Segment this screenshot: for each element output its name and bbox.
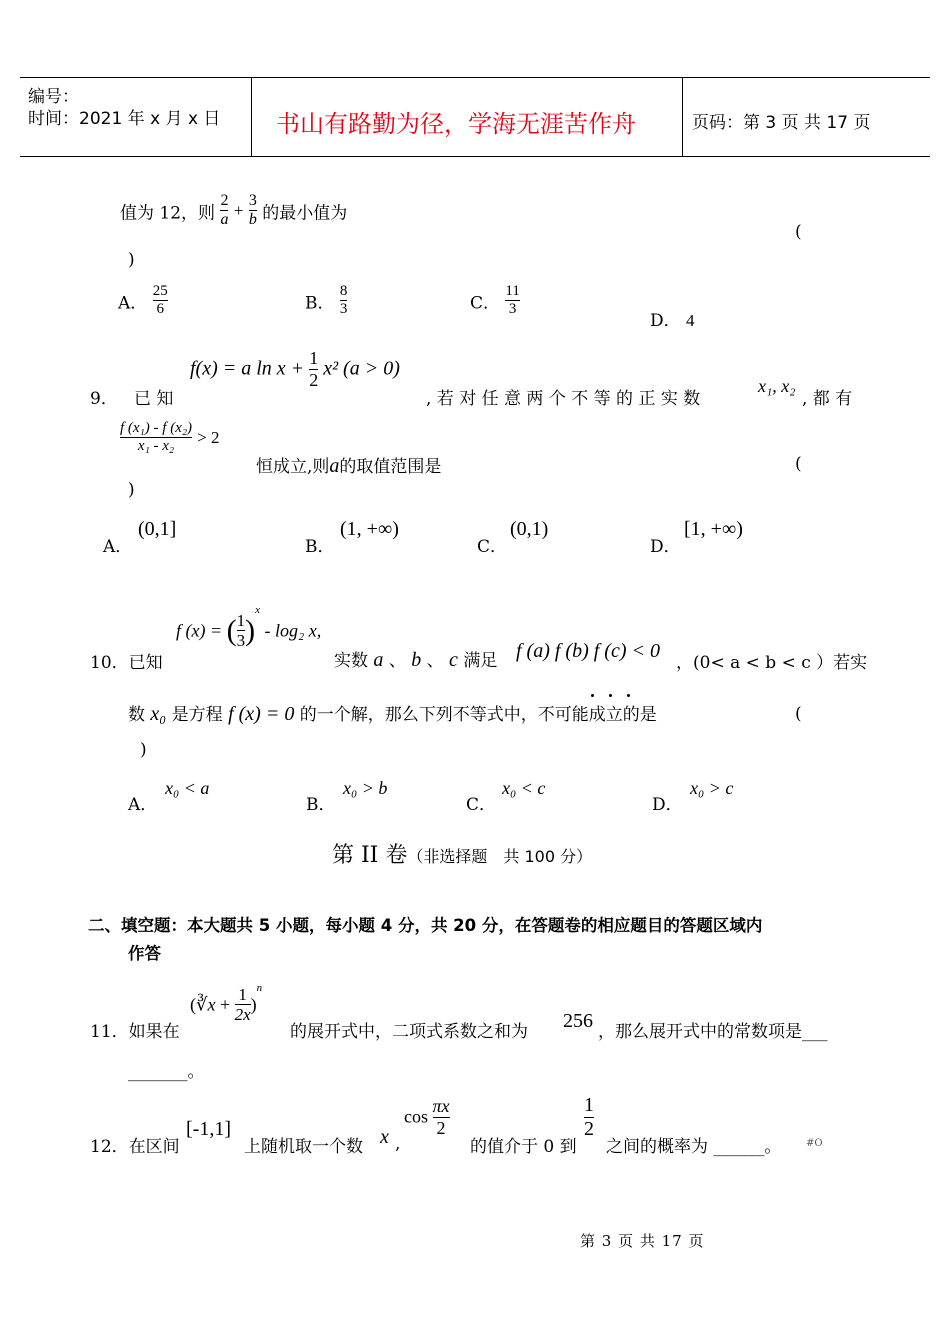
page-footer: 第 3 页 共 17 页 [580,1232,705,1250]
q9-option-a-value: (0,1] [138,518,177,540]
q10-option-a-letter: A． [128,795,158,815]
q10-b: b [411,649,422,671]
header-date: 时间：2021 年 x 月 x 日 [28,109,221,129]
q9-text3: 恒成立,则 [256,457,330,477]
q10-c: c [449,649,458,671]
q11-line2: _______。 [128,1062,205,1082]
q11-value: 256 [563,1010,593,1032]
q12-cos-den: 2 [436,1117,446,1138]
section2-subtitle: （非选择题 共 100 分） [407,847,593,866]
q12-text1: 上随机取一个数 [244,1137,363,1157]
q10-paren-open: ( [795,704,802,724]
q10-line2-prefix: 数 [128,705,145,725]
q8-option-b-letter: B． [305,293,335,314]
q11-paren-left: ( [190,994,196,1015]
q8-paren-close: ) [128,250,135,270]
q10-satisfy: 满足 [463,651,498,671]
header-motto: 书山有路勤为径，学海无涯苦作舟 [276,110,636,138]
q10-function [176,604,321,651]
q8-option-a-frac [153,283,168,319]
q10-option-c-value: x₀ < c [502,778,546,798]
q12-cos-num: πx [432,1096,450,1116]
q10-cond: f (a) f (b) f (c) < 0 [516,640,661,662]
q10-a: a [373,649,384,671]
q10-option-d-value: x₀ > c [690,778,734,798]
q9-func-suffix: x² (a > 0) [323,357,400,380]
q8-option-c-num: 11 [505,283,520,299]
q12-cos-frac [433,1096,450,1138]
q10-option-d-letter: D． [652,795,683,815]
section2-title: 第 II 卷 [332,843,408,868]
q10-emphasis-dot-3 [627,694,630,697]
q8-option-c [470,283,520,319]
q10-sep1: 、 [388,651,406,671]
q9-ineq-den: x₁ - x₂ [137,438,175,455]
q10-paren-left: ( [226,613,237,647]
q11-frac-den: 2x [234,1005,251,1025]
q9-option-c-value: (0,1) [510,518,549,540]
q11-text2: ，那么展开式中的常数项是___ [598,1022,828,1042]
q10-emphasis-dot-2 [609,694,612,697]
q8-option-b-num: 8 [339,283,348,299]
q11-plus: + [219,994,231,1015]
q9-var-a: a [329,455,340,477]
q12-text2: 的值介于 0 到 [470,1137,577,1157]
q12-comma: , [395,1134,401,1154]
q10-line2-suffix: 的一个解，那么下列不等式中，不可能成立的是 [299,705,657,725]
q9-text1: , 若 对 任 意 两 个 不 等 的 正 实 数 [426,389,701,409]
q8-option-b-den: 3 [339,301,348,318]
q10-func-suffix: - log₂ x, [264,620,322,641]
q10-exp: x [255,604,261,616]
q10-range: ，(0< a < b < c ）若实 [676,653,868,673]
q9-number: 9． [90,389,118,409]
q10-frac [237,611,246,651]
q10-frac-den: 3 [236,631,246,651]
q9-func-prefix: f(x) = a ln x + [190,357,305,380]
header-serial-label: 编号： [28,87,79,107]
q8-option-a [118,283,168,319]
q10-paren-right: ) [245,613,256,647]
q12-cos-expr [404,1096,450,1138]
section2-heading [332,838,592,869]
q9-ineq-rhs: > 2 [197,427,220,447]
q9-option-b-value: (1, +∞) [340,518,399,540]
q12-var: x [380,1126,389,1148]
q9-func-frac-den: 2 [309,369,319,390]
q9-paren-close: ) [128,480,135,500]
q8-option-b-frac [340,283,348,319]
q8-stem-suffix: 的最小值为 [262,203,348,224]
header-divider-1 [251,77,252,157]
q11-expression [190,982,262,1025]
part2-heading-line2: 作答 [128,944,161,963]
q12-half-num: 1 [584,1094,594,1116]
q9-inequality [120,420,220,456]
q8-plus: + [233,200,244,220]
q12-half-frac [584,1094,594,1141]
q10-number: 10．已知 [90,653,163,673]
q12-interval: [-1,1] [186,1118,231,1140]
q10-paren-close: ) [140,740,147,760]
q11-paren-right: ) [250,994,257,1015]
q10-eq: f (x) = 0 [228,703,295,725]
header-page-info: 页码：第 3 页 共 17 页 [692,113,871,133]
q8-option-a-letter: A． [118,293,148,314]
q9-option-d-letter: D． [650,537,681,557]
q12-cos: cos [404,1106,428,1127]
q10-option-c-letter: C． [466,795,497,815]
q8-frac2-num: 3 [248,192,257,209]
q9-ineq-num: f (x₁) - f (x₂) [120,420,193,436]
q8-option-c-frac [505,283,519,319]
q8-option-d-value: 4 [686,311,695,330]
q8-frac-1 [220,192,228,230]
q10-x0: x₀ [150,703,167,725]
q10-sep2: 、 [426,651,444,671]
q10-option-b-letter: B． [306,795,336,815]
q8-stem-prefix: 值为 12，则 [120,203,216,224]
q9-func-frac [309,348,318,390]
header-divider-2 [682,77,683,157]
q8-option-b [305,283,347,319]
q12-half-den: 2 [584,1118,594,1140]
q11-root: ∛x [196,994,216,1015]
q11-frac-num: 1 [238,984,247,1004]
q12-mark: #O [806,1138,823,1149]
q10-frac-num: 1 [236,610,246,630]
q9-known: 已 知 [134,389,174,409]
q12-text3: 之间的概率为 ______。 [606,1137,782,1157]
q10-emphasis-dot-1 [591,694,594,697]
q8-frac1-den: a [220,211,229,229]
q8-option-c-letter: C． [470,293,501,314]
q9-function [190,348,400,390]
q10-func-prefix: f (x) = [176,620,223,641]
q8-option-a-num: 25 [152,283,168,299]
q8-option-d-letter: D． [650,311,681,331]
part2-heading-line1: 二、填空题：本大题共 5 小题，每小题 4 分，共 20 分，在答题卷的相应题目的答题区域内 [88,916,763,935]
q8-paren-open: ( [795,222,802,242]
q12-number: 12．在区间 [90,1137,180,1157]
q11-text1: 的展开式中，二项式系数之和为 [290,1022,528,1042]
q8-frac-2 [249,192,257,230]
q8-frac2-den: b [248,211,257,229]
q8-stem [120,192,347,230]
q8-option-d [650,306,695,331]
q9-paren-open: ( [795,454,802,474]
q10-option-b-value: x₀ > b [343,778,388,798]
q10-line1 [334,646,497,672]
q9-option-c-letter: C． [477,537,508,557]
q8-option-c-den: 3 [508,301,517,318]
q9-vars: x₁, x₂ [758,376,796,396]
q10-line2-mid: 是方程 [171,705,223,725]
q11-exp: n [256,982,263,994]
q12-half [584,1094,594,1141]
q9-option-a-letter: A． [103,537,133,557]
q9-option-b-letter: B． [305,537,335,557]
q9-text4: 的取值范围是 [339,457,442,477]
q10-real-nums: 实数 [334,651,368,671]
q9-ineq-frac [120,420,192,456]
header-top-line [20,77,930,78]
q9-condition [256,452,441,478]
q11-frac [235,985,251,1025]
q8-frac1-num: 2 [220,192,229,209]
q9-option-d-value: [1, +∞) [684,518,743,540]
q10-line2 [128,700,657,726]
q10-option-a-value: x₀ < a [165,778,210,798]
q11-number: 11．如果在 [90,1022,180,1042]
q8-option-a-den: 6 [156,301,164,318]
header-bottom-line [20,156,930,157]
q9-func-frac-num: 1 [309,348,319,368]
q9-text2: , 都 有 [802,389,853,409]
